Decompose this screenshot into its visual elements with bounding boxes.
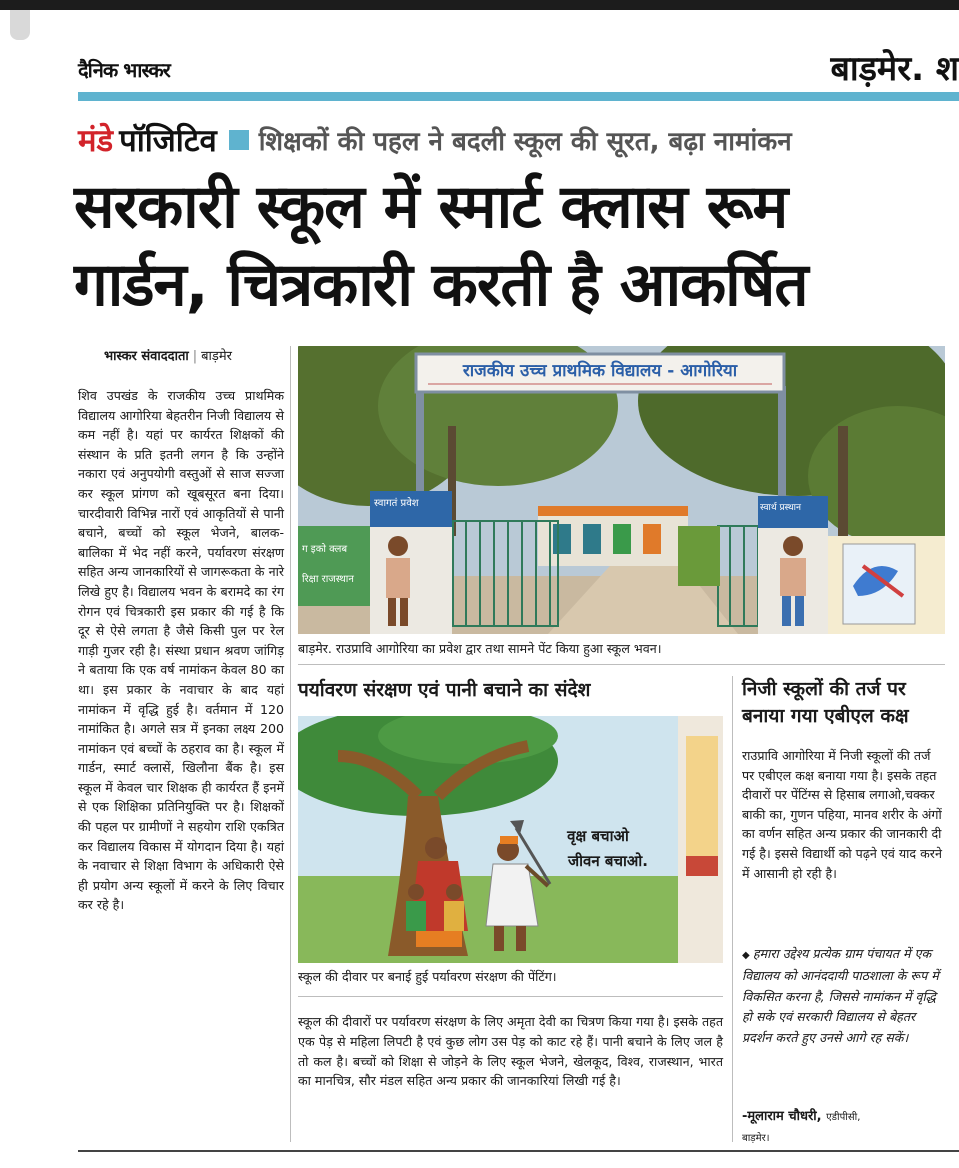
sidebar-body: राउप्रावि आगोरिया में निजी स्कूलों की तर्ज पर एबीएल कक्ष बनाया गया है। इसके तहत दीवारों पर पेंटिंग्स से हिसाब लगाओ,चक्कर बाकी का, गुणन पहिया, मानव शरीर के अंगों का वर्णन सहित अन्य प्रकार की जानकारी दी गई है। इससे विद्यार्थी को पढ़ने एवं याद करने में आसानी हो रही है। (742, 748, 942, 881)
kicker (78, 118, 792, 162)
edition-city: बाड़मेर. श (830, 49, 959, 89)
main-article-text: शिव उपखंड के राजकीय उच्च प्राथमिक विद्यालय आगोरिया बेहतरीन निजी विद्यालय से कम नहीं है। यहां पर कार्यरत शिक्षकों की संस्थान के प्रति इतनी लगन है कि उन्होंने नकारा एवं अनुपयोगी वस्तुओं से साज सज्जा कर स्कूल प्रांगण को खूबसूरत बना दिया। चारदीवारी विभिन्न नारों एवं आकृतियों से पानी बचाने, बच्चों को स्कूल भेजने, बालक-बालिका में भेद नहीं करने, पर्यावरण संरक्षण सहित अन्य जानकारियों से जागरूकता के नारे लिखे हुए है। विद्यालय भवन के बरामदे का रंग रोगन एवं चित्रकारी इस प्रकार की गई है कि दूर से ऐसे लगता है जैसे किसी पुल पर रेल गाड़ी गुजर रही है। संस्था प्रधान श्रवण जांगिड़ ने बताया कि एक वर्ष नामांकन केवल 80 का था। इस प्रकार के नवाचार के बाद यहां नामांकन में वृद्धि हुई है। वर्तमान में 120 नामांकित है। अगले सत्र में इनका लक्ष्य 200 नामांकन एवं बच्चों के ठहराव का है। स्कूल में गार्डन, स्मार्ट क्लासें, खिलौना बैंक है। इस स्कूल में केवल चार शिक्षक ही कार्यरत हैं इनमें से एक शिक्षिका प्रतिनियुक्ति पर है। शिक्षकों की पहल पर ग्रामीणों ने सहयोग राशि एकत्रित कर विद्यालय विकास में योगदान दिया है। यहां के नवाचार से शिक्षा विभाग के अधिकारी ऐसे ही प्रयोग अन्य स्कूलों में करने के लिए विचार कर रहे है। (78, 388, 284, 913)
column-divider (290, 346, 291, 1142)
wall-painting-illustration (298, 716, 723, 963)
top-dark-bar (0, 0, 959, 10)
byline-separator: | (192, 349, 198, 364)
wall-text-2: रिक्षा राजस्थान (302, 574, 354, 585)
painting-text-2: जीवन बचाओ. (568, 852, 648, 870)
painting-text-1: वृक्ष बचाओ (567, 827, 629, 845)
newspaper-name: दैनिक भास्कर (78, 58, 170, 82)
kicker-subhead: शिक्षकों की पहल ने बदली स्कूल की सूरत, बढ़ा नामांकन (258, 127, 792, 157)
byline (104, 346, 232, 364)
signatory-designation: एडीपीसी, (826, 1112, 861, 1123)
wall-painting-photo (298, 716, 723, 963)
column-divider (732, 676, 733, 1142)
square-bullet-icon (229, 130, 249, 150)
sidebar-quote-text: हमारा उद्देश्य प्रत्येक ग्राम पंचायत में एक विद्यालय को आनंददायी पाठशाला के रूप में विकसित करना है, जिससे नामांकन में वृद्धि हो सके एवं सरकारी विद्यालय से बेहतर प्रदर्शन करते हुए उनसे आगे रह सकें। (742, 946, 939, 1045)
scan-corner-artifact (10, 10, 30, 40)
signatory-name: -मूलाराम चौधरी, (742, 1109, 822, 1124)
section-divider (298, 664, 945, 665)
school-gate-illustration (298, 346, 945, 634)
sidebar-quote (742, 944, 947, 1048)
kicker-label-black: पॉजिटिव (119, 123, 217, 159)
byline-reporter: भास्कर संवाददाता (104, 349, 189, 364)
headline-line-1: सरकारी स्कूल में स्मार्ट क्लास रूम (74, 172, 788, 242)
section2-heading: पर्यावरण संरक्षण एवं पानी बचाने का संदेश (298, 679, 591, 701)
signatory-place: बाड़मेर। (742, 1133, 770, 1144)
headline (74, 168, 954, 324)
left-pillar-text: स्वागतं प्रवेश (374, 498, 419, 509)
gate-sign-text: राजकीय उच्च प्राथमिक विद्यालय - आगोरिया (462, 361, 738, 381)
wall-text-1: ग इको क्लब (302, 544, 348, 555)
masthead-rule (78, 92, 959, 101)
signatory (742, 1106, 860, 1124)
sidebar-heading: निजी स्कूलों की तर्ज पर बनाया गया एबीएल कक्ष (742, 678, 909, 727)
photo2-caption: स्कूल की दीवार पर बनाई हुई पर्यावरण संरक्षण की पेंटिंग। (298, 969, 557, 984)
quote-bullet-icon: ◆ (742, 950, 753, 961)
byline-place: बाड़मेर (201, 349, 232, 364)
section-divider (298, 996, 723, 997)
section2-body: स्कूल की दीवारों पर पर्यावरण संरक्षण के लिए अमृता देवी का चित्रण किया गया है। इसके तहत एक पेड़ से महिला लिपटी है एवं कुछ लोग उस पेड़ को काट रहे हैं। पानी बचाने के लिए जल है तो कल है। बच्चों को शिक्षा से जोड़ने के लिए स्कूल भेजने, खेलकूद, विश्व, राजस्थान, भारत का मानचित्र, सौर मंडल सहित अन्य प्रकार की जानकारियां लिखी गई है। (298, 1014, 723, 1089)
school-gate-photo (298, 346, 945, 634)
kicker-label-red: मंडे (78, 123, 114, 159)
headline-line-2: गार्डन, चित्रकारी करती है आकर्षित (74, 250, 808, 320)
photo1-caption: बाड़मेर. राउप्रावि आगोरिया का प्रवेश द्वार तथा सामने पेंट किया हुआ स्कूल भवन। (298, 641, 662, 656)
bottom-rule (78, 1150, 959, 1152)
right-pillar-text: स्वार्थ प्रस्थान (760, 503, 801, 513)
